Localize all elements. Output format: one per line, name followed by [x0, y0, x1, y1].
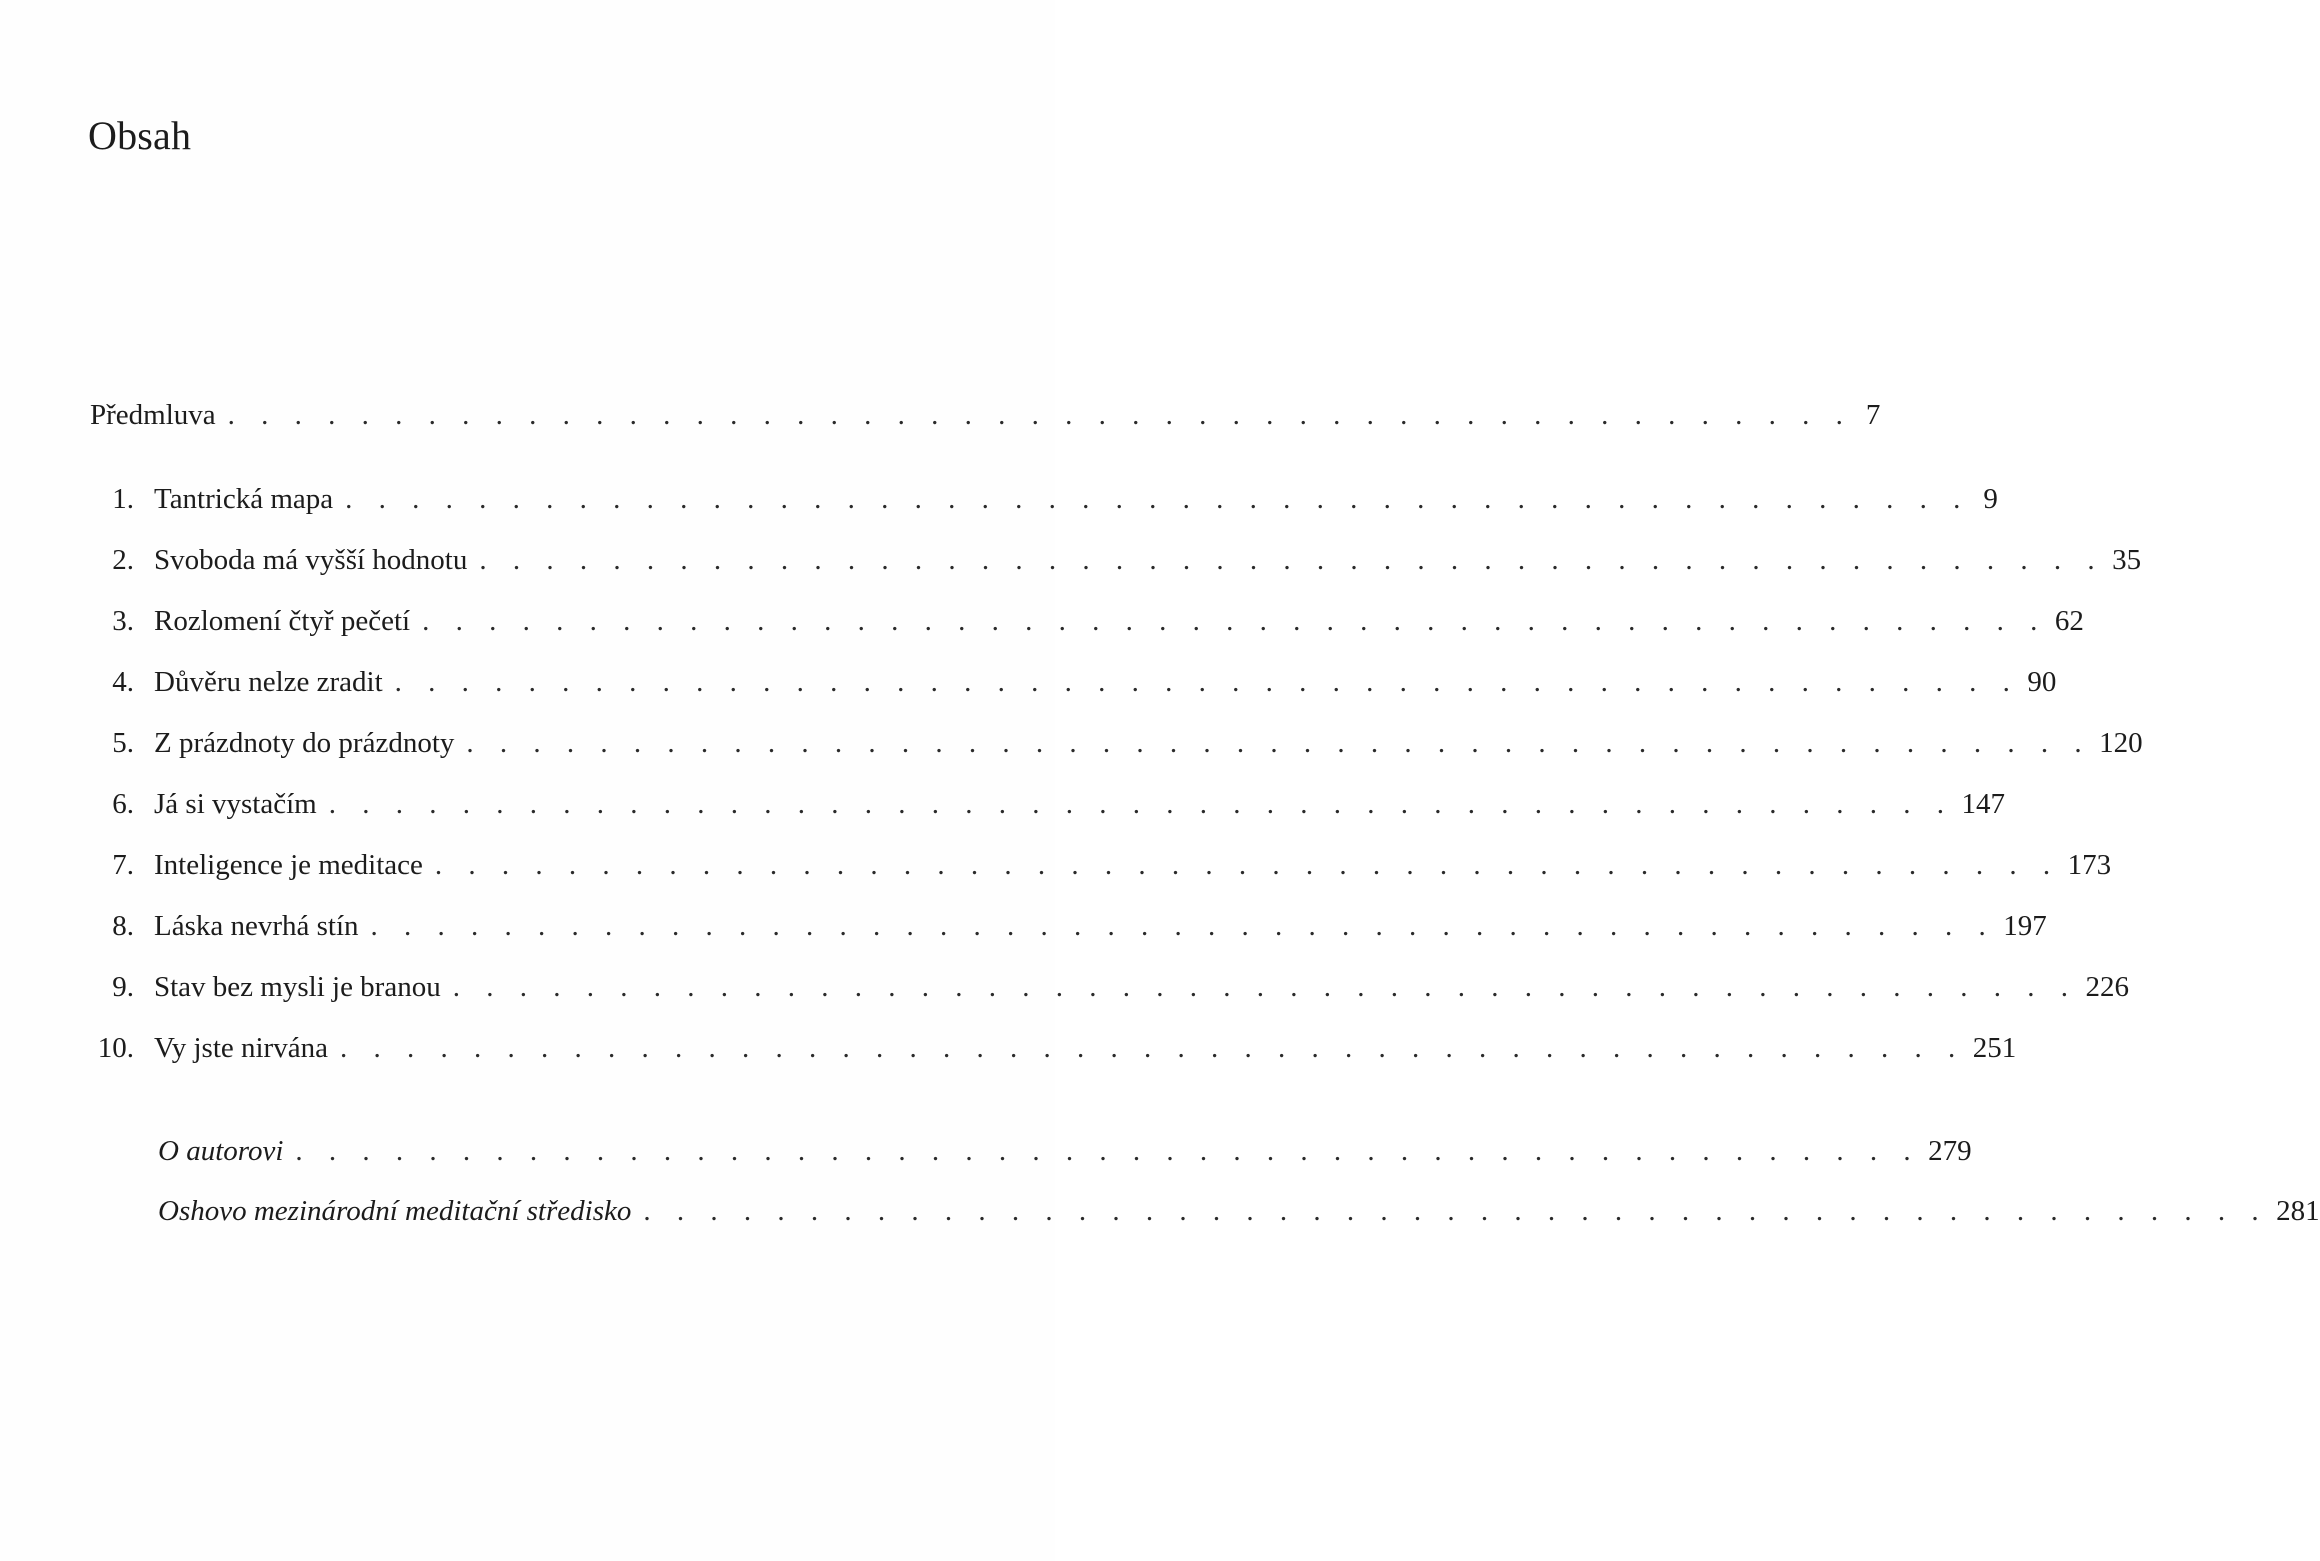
toc-entry-label: Z prázdnoty do prázdnoty: [154, 727, 455, 759]
chapter-number: 1.: [112, 483, 134, 515]
toc-entry-chapter[interactable]: [90, 664, 2057, 700]
toc-entry-chapter[interactable]: [90, 847, 2112, 883]
toc-entry-chapter[interactable]: [90, 786, 2005, 822]
dot-leader: . . . . . . . . . . . . . . . . . . . . . . . . . . . . . . . . . . . . . . . . . . . . . . . . .: [370, 910, 1996, 942]
dot-leader: . . . . . . . . . . . . . . . . . . . . . . . . . . . . . . . . . . . . . . . . . . . . . . . . .: [452, 971, 2078, 1003]
dot-leader: . . . . . . . . . . . . . . . . . . . . . . . . . . . . . . . . . . . . . . . . . . . . . . . . .: [479, 544, 2105, 576]
toc-entry-appendix[interactable]: [158, 1133, 1972, 1169]
dot-leader: . . . . . . . . . . . . . . . . . . . . . . . . . . . . . . . . . . . . . . . . . . . . . . . . .: [227, 399, 1853, 431]
toc-entry-chapter[interactable]: [90, 908, 2047, 944]
dot-leader: . . . . . . . . . . . . . . . . . . . . . . . . . . . . . . . . . . . . . . . . . . . . . . . . .: [434, 849, 2060, 881]
dot-leader: . . . . . . . . . . . . . . . . . . . . . . . . . . . . . . . . . . . . . . . . . . . . . . . . .: [328, 788, 1954, 820]
chapter-number: 7.: [112, 849, 134, 881]
toc-entry-page-number: 226: [2085, 971, 2129, 1003]
dot-leader: . . . . . . . . . . . . . . . . . . . . . . . . . . . . . . . . . . . . . . . . . . . . . . . . .: [345, 483, 1970, 515]
toc-entry-label: Inteligence je meditace: [154, 849, 423, 881]
chapter-number: 2.: [112, 544, 134, 576]
toc-entry-label: O autorovi: [158, 1135, 284, 1167]
toc-entry-appendix[interactable]: [158, 1193, 2320, 1229]
toc-entry-chapter[interactable]: [90, 969, 2129, 1005]
chapter-number: 10.: [97, 1032, 134, 1064]
toc-entry-chapter[interactable]: [90, 603, 2084, 639]
toc-entry-chapter[interactable]: [90, 1030, 2017, 1066]
chapter-number: 3.: [112, 605, 134, 637]
toc-entry-preface[interactable]: [90, 397, 1881, 433]
dot-leader: . . . . . . . . . . . . . . . . . . . . . . . . . . . . . . . . . . . . . . . . . . . . . . . . .: [422, 605, 2047, 637]
chapter-number: 8.: [112, 910, 134, 942]
toc-entry-chapter[interactable]: [90, 481, 1998, 517]
toc-entry-page-number: 120: [2099, 727, 2143, 759]
toc-entry-label: Vy jste nirvána: [154, 1032, 328, 1064]
toc-entry-page-number: 281: [2276, 1195, 2320, 1227]
toc-entry-page-number: 62: [2054, 605, 2084, 637]
toc-entry-page-number: 147: [1961, 788, 2005, 820]
dot-leader: . . . . . . . . . . . . . . . . . . . . . . . . . . . . . . . . . . . . . . . . . . . . . . . . .: [466, 727, 2092, 759]
toc-entry-page-number: 279: [1928, 1135, 1972, 1167]
toc-entry-page-number: 7: [1865, 399, 1881, 431]
chapter-number: 6.: [112, 788, 134, 820]
dot-leader: . . . . . . . . . . . . . . . . . . . . . . . . . . . . . . . . . . . . . . . . . . . . . . . . .: [295, 1135, 1921, 1167]
page-title: Obsah: [88, 113, 192, 158]
toc-entry-label: Oshovo mezinárodní meditační středisko: [158, 1195, 632, 1227]
toc-entry-label: Tantrická mapa: [154, 483, 334, 515]
toc-entry-chapter[interactable]: [90, 725, 2143, 761]
toc-entry-chapter[interactable]: [90, 542, 2142, 578]
toc-entry-page-number: 9: [1983, 483, 1998, 515]
toc-entry-page-number: 197: [2003, 910, 2047, 942]
toc-entry-page-number: 35: [2112, 544, 2142, 576]
toc-entry-label: Láska nevrhá stín: [154, 910, 359, 942]
toc-entry-page-number: 90: [2027, 666, 2057, 698]
toc-entry-label: Rozlomení čtyř pečetí: [154, 605, 411, 637]
toc-entry-label: Důvěru nelze zradit: [154, 666, 383, 698]
toc-entry-page-number: 251: [1972, 1032, 2017, 1064]
toc-entry-label: Stav bez mysli je branou: [154, 971, 441, 1003]
toc-entry-page-number: 173: [2067, 849, 2112, 881]
toc-entry-label: Předmluva: [90, 399, 216, 431]
toc-entry-label: Svoboda má vyšší hodnotu: [154, 544, 468, 576]
chapter-number: 5.: [112, 727, 134, 759]
chapter-number: 4.: [112, 666, 134, 698]
dot-leader: . . . . . . . . . . . . . . . . . . . . . . . . . . . . . . . . . . . . . . . . . . . . . . . . .: [339, 1032, 1965, 1064]
dot-leader: . . . . . . . . . . . . . . . . . . . . . . . . . . . . . . . . . . . . . . . . . . . . . . . . .: [394, 666, 2020, 698]
toc-entry-label: Já si vystačím: [154, 788, 317, 820]
chapter-number: 9.: [112, 971, 134, 1003]
dot-leader: . . . . . . . . . . . . . . . . . . . . . . . . . . . . . . . . . . . . . . . . . . . . . . . . .: [643, 1195, 2269, 1227]
